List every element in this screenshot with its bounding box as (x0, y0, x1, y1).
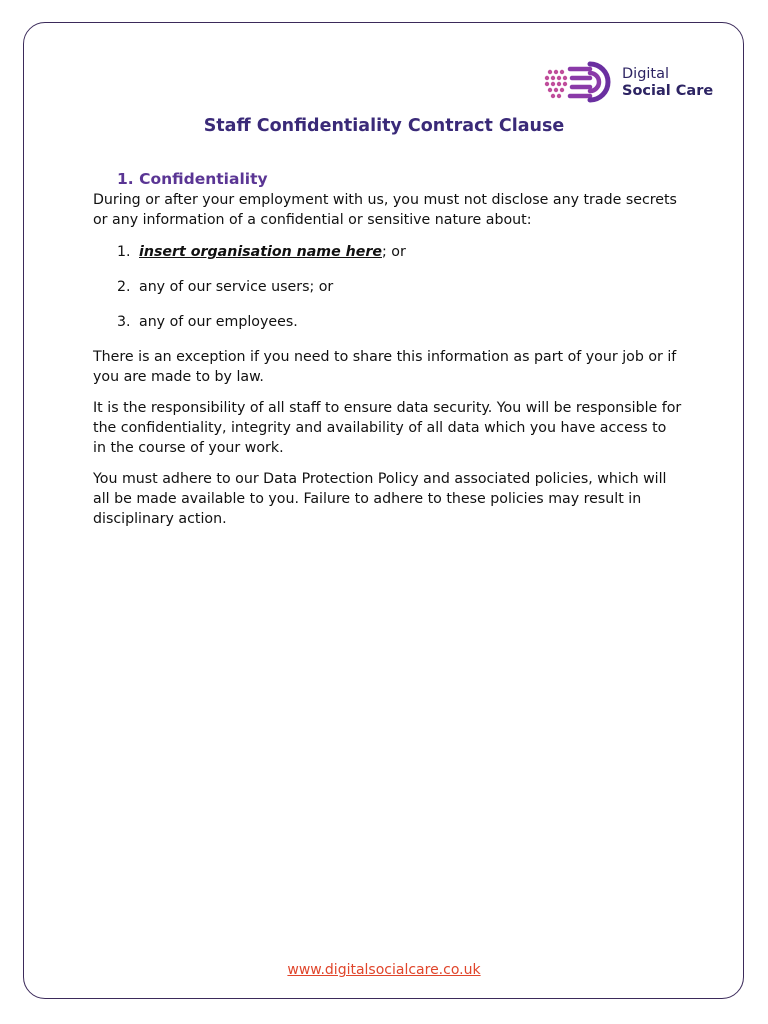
list-item-text: any of our service users; or (139, 279, 334, 295)
list-number: 2. (117, 279, 131, 295)
list-item-suffix: ; or (382, 244, 406, 260)
list-number: 1. (117, 244, 131, 260)
list-item-1 (117, 242, 406, 262)
list-item-2 (117, 277, 333, 297)
website-link[interactable]: www.digitalsocialcare.co.uk (287, 962, 481, 978)
document-title: Staff Confidentiality Contract Clause (203, 116, 565, 136)
policy-paragraph: You must adhere to our Data Protection Policy and associated policies, which will all be made available to you. Failure to adhere to these policies may result in disciplinary action. (93, 471, 667, 527)
logo-wordmark (622, 66, 713, 100)
exception-paragraph: There is an exception if you need to share this information as part of your job or if you are made to by law. (93, 349, 677, 385)
list-number: 3. (117, 314, 131, 330)
list-item-3 (117, 312, 298, 332)
logo-mark-icon (544, 56, 620, 108)
section-heading-confidentiality: 1. Confidentiality (117, 170, 268, 188)
logo-text-digital: Digital (622, 66, 670, 82)
digital-social-care-logo (544, 56, 716, 108)
intro-paragraph: During or after your employment with us, you must not disclose any trade secrets or any information of a confidential or sensitive nature about: (93, 192, 677, 228)
list-item-text: any of our employees. (139, 314, 298, 330)
logo-text-social-care: Social Care (622, 83, 714, 99)
responsibility-paragraph: It is the responsibility of all staff to ensure data security. You will be responsible for the confidentiality, integrity and availability of all data which you have access to in the course of your work. (93, 400, 682, 456)
organisation-name-placeholder: insert organisation name here (139, 244, 382, 260)
